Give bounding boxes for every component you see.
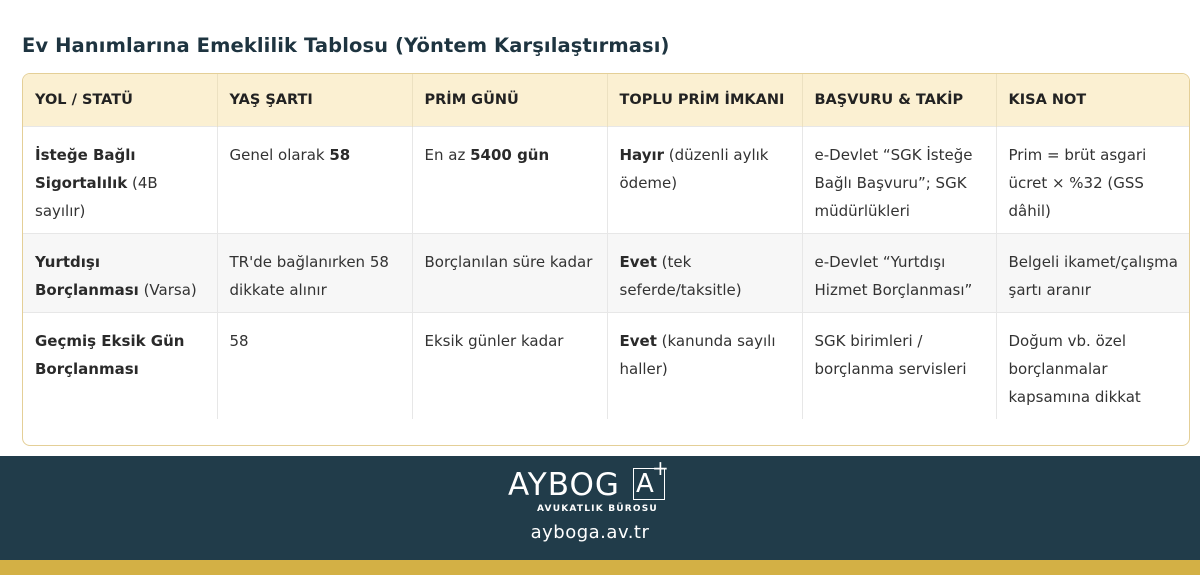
cell-yol-bold: İsteğe Bağlı Sigortalılık — [35, 145, 136, 192]
cell-prim-pre: Eksik günler kadar — [424, 331, 564, 350]
cell-toplu-bold: Hayır — [619, 145, 665, 164]
cell-toplu-rest: (tek seferde/taksitle) — [619, 252, 742, 299]
table-row — [23, 126, 1190, 233]
cell-toplu-bold: Evet — [619, 331, 657, 350]
cell-yol-rest: (Varsa) — [138, 280, 197, 299]
cell-yas — [217, 312, 412, 419]
logo-main-text: AYBOG — [508, 467, 620, 503]
cell-prim — [412, 126, 607, 233]
header-kisa-not: KISA NOT — [1008, 91, 1087, 108]
cell-basvuru: e-Devlet “SGK İsteğe Bağlı Başvuru”; SGK müdürlükleri — [802, 126, 996, 233]
cell-toplu — [607, 312, 802, 419]
cell-prim — [412, 312, 607, 419]
ayboga-logo — [508, 456, 669, 518]
cell-yas-bold: 58 — [329, 145, 351, 164]
cell-yol-bold: Yurtdışı Borçlanması — [35, 252, 139, 299]
cell-yol-bold: Geçmiş Eksik Gün Borçlanması — [35, 331, 185, 378]
cell-yas-pre: Genel olarak — [229, 145, 330, 164]
header-basvuru-takip: BAŞVURU & TAKİP — [802, 74, 996, 126]
cell-prim-pre: Borçlanılan süre kadar — [424, 252, 593, 271]
cell-basvuru: SGK birimleri / borçlanma servisleri — [802, 312, 996, 419]
header-toplu-prim: TOPLU PRİM İMKANI — [607, 74, 802, 126]
cell-prim-bold: 5400 gün — [470, 145, 550, 164]
cell-yol — [23, 233, 217, 312]
cell-prim — [412, 233, 607, 312]
cell-not: Belgeli ikamet/çalışma şartı aranır — [996, 233, 1190, 312]
cell-toplu — [607, 233, 802, 312]
cell-toplu-rest: (düzenli aylık ödeme) — [619, 145, 769, 192]
cell-prim-pre: En az — [424, 145, 471, 164]
footer-gold-strip — [0, 560, 1200, 575]
cell-yas — [217, 126, 412, 233]
table-header-row — [23, 74, 1190, 126]
cell-toplu — [607, 126, 802, 233]
cell-not: Prim = brüt asgari ücret × %32 (GSS dâhil) — [996, 126, 1190, 233]
cell-not: Doğum vb. özel borçlanmalar kapsamına dikkat — [996, 312, 1190, 419]
cell-yol-rest: (4B sayılır) — [35, 173, 158, 220]
cell-toplu-rest: (kanunda sayılı haller) — [619, 331, 776, 378]
cell-yol — [23, 126, 217, 233]
comparison-table-card — [22, 73, 1190, 446]
logo-subtitle: AVUKATLIK BÜROSU — [537, 504, 658, 514]
cell-yas — [217, 233, 412, 312]
comparison-table — [23, 74, 1190, 419]
cell-toplu-bold: Evet — [619, 252, 657, 271]
cell-yas-pre: TR'de bağlanırken 58 dikkate alınır — [229, 252, 389, 299]
cell-yas-pre: 58 — [229, 331, 249, 350]
cell-basvuru: e-Devlet “Yurtdışı Hizmet Borçlanması” — [802, 233, 996, 312]
page-title: Ev Hanımlarına Emeklilik Tablosu (Yöntem Karşılaştırması) — [22, 34, 670, 57]
header-prim-gunu: PRİM GÜNÜ — [412, 74, 607, 126]
header-yas-sarti: YAŞ ŞARTI — [217, 74, 412, 126]
website-link[interactable]: ayboga.av.tr — [530, 522, 650, 543]
table-row — [23, 233, 1190, 312]
table-row — [23, 312, 1190, 419]
logo-plus-icon: + — [652, 456, 669, 480]
logo-box-letter: A — [636, 469, 654, 499]
cell-yol — [23, 312, 217, 419]
header-yol-statu: YOL / STATÜ — [23, 74, 217, 126]
